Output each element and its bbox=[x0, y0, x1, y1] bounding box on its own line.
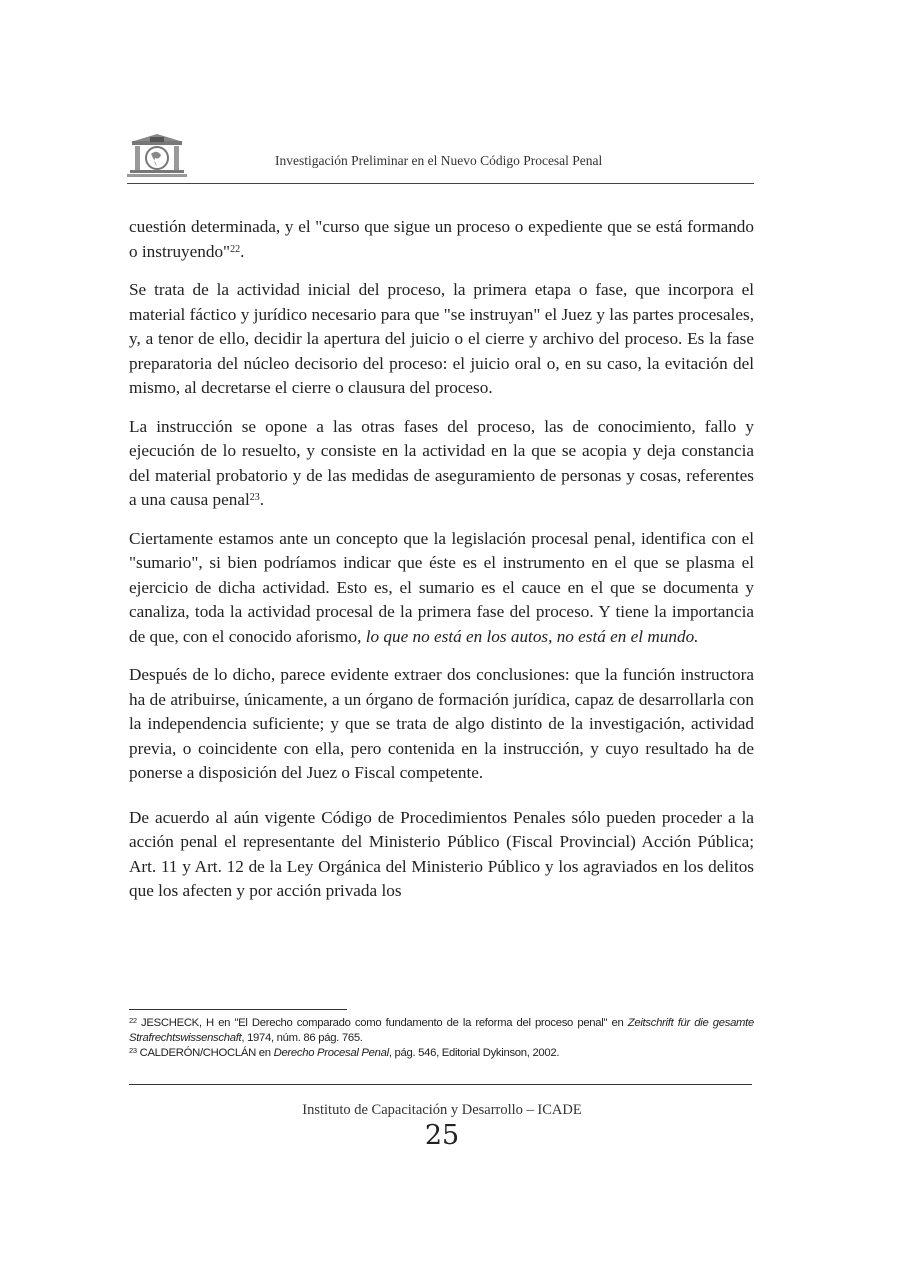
footnote-number: 22 bbox=[129, 1016, 137, 1025]
footnote-title: Zeitschrift für die gesamte Strafrechtswissenschaft bbox=[129, 1017, 754, 1044]
footnotes bbox=[129, 1016, 754, 1061]
paragraph-text: La instrucción se opone a las otras fases del proceso, las de conocimiento, fallo y ejecución de lo resuelto, y consiste en la actividad en la que se acopia y deja constancia del material probatorio y de las medidas de aseguramiento de personas y cosas, referentes a una causa penal bbox=[129, 416, 754, 509]
footnote-number: 23 bbox=[129, 1046, 137, 1055]
paragraph-text: . bbox=[240, 241, 245, 261]
footnote bbox=[129, 1016, 754, 1046]
paragraph bbox=[129, 806, 754, 904]
footnote-divider bbox=[129, 1009, 347, 1010]
footnote-text: CALDERÓN/CHOCLÁN en bbox=[136, 1047, 274, 1059]
header-divider bbox=[127, 183, 754, 184]
paragraph bbox=[129, 527, 754, 650]
footnote-ref[interactable]: 23 bbox=[249, 492, 260, 503]
paragraph-text: Ciertamente estamos ante un concepto que la legislación procesal penal, identifica con el "sumario", si bien podríamos indicar que éste es el instrumento en el que se plasma el ejercicio de dicha actividad. Esto es, el sumario es el cauce en el que se documenta y canaliza, toda la actividad procesal de la primera fase del proceso. Y tiene la importancia de que, con el conocido aforismo, bbox=[129, 528, 754, 646]
body-text bbox=[129, 215, 754, 918]
icade-logo bbox=[126, 132, 188, 180]
paragraph-text: Después de lo dicho, parece evidente extraer dos conclusiones: que la función instructora ha de atribuirse, únicamente, a un órgano de formación jurídica, capaz de desarrollarla con la independencia suficiente; y que se trata de algo distinto de la investigación, actividad previa, o coincidente con ella, pero contenida en la instrucción, y cuyo resultado ha de ponerse a disposición del Juez o Fiscal competente. bbox=[129, 665, 754, 782]
footnote-title: Derecho Procesal Penal bbox=[273, 1047, 389, 1059]
paragraph bbox=[129, 663, 754, 786]
footnote-text: JESCHECK, H en "El Derecho comparado como fundamento de la reforma del proceso penal" en bbox=[136, 1017, 628, 1029]
running-header-title: Investigación Preliminar en el Nuevo Código Procesal Penal bbox=[275, 153, 603, 168]
paragraph-text: De acuerdo al aún vigente Código de Procedimientos Penales sólo pueden proceder a la acción penal el representante del Ministerio Público (Fiscal Provincial) Acción Pública; Art. 11 y Art. 12 de la Ley Orgánica del Ministerio Público y los agraviados en los delitos que los afecten y por acción privada los bbox=[129, 807, 754, 900]
footnote-text: , 1974, núm. 86 pág. 765. bbox=[241, 1032, 363, 1044]
paragraph-text: Se trata de la actividad inicial del proceso, la primera etapa o fase, que incorpora el material fáctico y jurídico necesario para que "se instruyan" el Juez y las partes procesales, y, a tenor de ello, decidir la apertura del juicio o el cierre y archivo del proceso. Es la fase preparatoria del núcleo decisorio del proceso: el juicio oral o, en su caso, la evitación del mismo, al decretarse el cierre o clausura del proceso. bbox=[129, 280, 754, 397]
footer-institute: Instituto de Capacitación y Desarrollo – ICADE bbox=[302, 1102, 582, 1118]
footnote-text: , pág. 546, Editorial Dykinson, 2002. bbox=[388, 1047, 560, 1059]
paragraph bbox=[129, 215, 754, 264]
italic-quote: lo que no está en los autos, no está en el mundo. bbox=[365, 626, 699, 646]
footnote bbox=[129, 1046, 754, 1061]
page-number: 25 bbox=[424, 1120, 460, 1151]
footer-divider bbox=[129, 1084, 752, 1085]
paragraph bbox=[129, 278, 754, 401]
paragraph-text: cuestión determinada, y el "curso que sigue un proceso o expediente que se está formando o instruyendo" bbox=[129, 217, 754, 261]
paragraph bbox=[129, 415, 754, 513]
footnote-ref[interactable]: 22 bbox=[230, 243, 241, 255]
paragraph-text: . bbox=[259, 490, 265, 509]
